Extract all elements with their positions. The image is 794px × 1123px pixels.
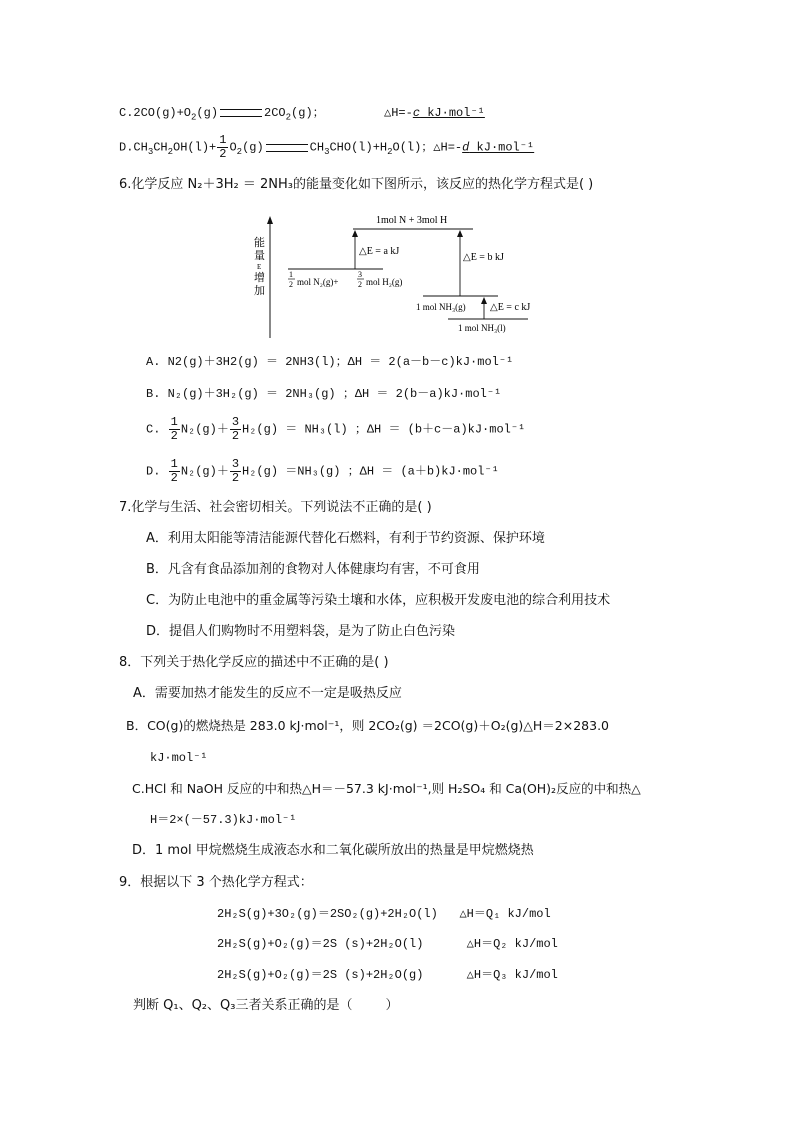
q7-option-c: C．为防止电池中的重金属等污染土壤和水体，应积极开发废电池的综合利用技术 [146, 593, 611, 608]
arrow-a-head-icon [352, 230, 358, 237]
ylabel-2: E [257, 263, 262, 271]
ylabel-4: 加 [254, 285, 265, 297]
reactant-mid: mol N₂(g)+ [297, 277, 339, 287]
q5d-f: CH [309, 140, 325, 155]
q9-eq3: 2H₂S(g)+O₂(g)＝2S (s)+2H₂O(g) △H＝Q₃ kJ/mol [217, 968, 558, 982]
q6-option-b: B. N₂(g)＋3H₂(g) ＝ 2NH₃(g) ；ΔH ＝ 2(b－a)kJ·mol⁻¹ [146, 387, 502, 401]
q8-option-c-line1: C.HCl 和 NaOH 反应的中和热△H＝－57.3 kJ·mol⁻¹,则 H₂SO₄ 和 Ca(OH)₂反应的中和热△ [132, 781, 641, 796]
q5c-text-d: (g)； [291, 106, 325, 120]
nh3l-label: 1 mol NH₃(l) [458, 323, 506, 333]
reactant-num1: 1 [289, 270, 293, 279]
q7-option-a: A．利用太阳能等清洁能源代替化石燃料，有利于节约资源、保护环境 [146, 531, 545, 546]
fraction-one-half: $\frac{1}{2}$ [170, 457, 178, 485]
q5-option-c: $C.2CO(g)+O_2(g)$ $2CO_2(g)$； [119, 106, 325, 123]
q5c-text-b: (g) [196, 106, 219, 120]
q5c-text-a: C.2CO(g)+O [119, 106, 192, 120]
q5c-text-c: 2CO [264, 106, 286, 120]
q9-eq1: 2H₂S(g)+3O₂(g)＝2SO₂(g)+2H₂O(l) △H＝Q₁ kJ/mol [217, 907, 551, 921]
q5d-h: O(l)；△H=- [392, 140, 463, 155]
energy-diagram [248, 210, 568, 340]
ylabel-1: 量 [254, 250, 265, 262]
dEc-label: △E = c kJ [490, 302, 531, 313]
equals-sign [266, 144, 308, 152]
q5d-e: (g) [242, 140, 264, 155]
q8-option-a: A．需要加热才能发生的反应不一定是吸热反应 [133, 686, 402, 701]
fraction-one-half: $\frac{1}{2}$ [219, 133, 227, 161]
q5d-var: d [462, 140, 470, 155]
dEa-label: △E = a kJ [359, 246, 400, 257]
fraction-three-halves: $\frac{3}{2}$ [231, 457, 240, 485]
q6-option-d [146, 458, 499, 485]
dEb-label: △E = b kJ [463, 252, 504, 263]
nh3g-label: 1 mol NH₃(g) [416, 302, 466, 312]
q5d-b: CH [153, 140, 168, 155]
q7-option-b: B．凡含有食品添加剂的食物对人体健康均有害，不可食用 [146, 562, 480, 577]
fraction-one-half: $\frac{1}{2}$ [170, 415, 178, 443]
equals-sign [220, 109, 262, 117]
q8-option-d: D．1 mol 甲烷燃烧生成液态水和二氧化碳所放出的热量是甲烷燃烧热 [132, 843, 534, 858]
q7-stem: 7.化学与生活、社会密切相关。下列说法不正确的是( ) [119, 500, 432, 515]
reactant-den2: 2 [358, 280, 362, 289]
q6d-pre: D. [146, 464, 161, 479]
q5-option-d: $D.CH_3CH_2OH(l)+$ $\frac{1}{2}$ $O_2(g)$ $CH_3CHO(l)+H_2O(l)$；△H=-d kJ·mol⁻¹ [119, 133, 535, 161]
arrow-b-head-icon [457, 230, 463, 237]
reactant-den1: 2 [289, 280, 293, 289]
reactant-num2: 3 [358, 270, 362, 279]
q9-eq2: 2H₂S(g)+O₂(g)＝2S (s)+2H₂O(l) △H＝Q₂ kJ/mol [217, 937, 558, 951]
q5c-unit: kJ·mol⁻¹ [420, 106, 485, 120]
arrow-c-head-icon [481, 297, 487, 304]
q5d-g: CHO(l)+H [329, 140, 388, 155]
q8-option-c-line2: H＝2×(－57.3)kJ·mol⁻¹ [150, 813, 297, 827]
q9-ask: 判断 Q₁、Q₂、Q₃三者关系正确的是（ ） [133, 998, 399, 1013]
ylabel-3: 增 [254, 272, 265, 284]
q6d-post2: H₂(g) ＝NH₃(g) ；ΔH ＝ (a＋b)kJ·mol⁻¹ [242, 464, 499, 479]
top-label: 1mol N + 3mol H [376, 215, 448, 226]
q5c-var: c [412, 106, 421, 120]
q5d-unit: kJ·mol⁻¹ [469, 140, 535, 155]
q7-option-d: D．提倡人们购物时不用塑料袋，是为了防止白色污染 [146, 624, 456, 639]
q6c-pre: C. [146, 422, 161, 437]
q5d-d: O [229, 140, 237, 155]
axis-arrow-icon [267, 216, 273, 224]
q8-option-b-line1: B．CO(g)的燃烧热是 283.0 kJ·mol⁻¹，则 2CO₂(g) ＝2CO(g)＋O₂(g)△H＝2×283.0 [126, 718, 610, 733]
q6d-post: N₂(g)＋ [180, 464, 229, 479]
q8-stem: 8．下列关于热化学反应的描述中不正确的是( ) [119, 655, 389, 670]
ylabel-0: 能 [254, 237, 265, 249]
q5-option-c-enthalpy [384, 103, 485, 123]
q6-option-c [146, 416, 525, 443]
q6-option-a: A. N2(g)＋3H2(g) ＝ 2NH3(l)；ΔH ＝ 2(a－b－c)kJ·mol⁻¹ [146, 355, 514, 369]
q5d-c: OH(l)+ [173, 140, 217, 155]
q5d-a: D.CH [119, 140, 148, 155]
q6c-post2: H₂(g) ＝ NH₃(l) ；ΔH ＝ (b＋c－a)kJ·mol⁻¹ [242, 422, 526, 437]
fraction-three-halves: $\frac{3}{2}$ [231, 415, 240, 443]
q5c-dh: △H=- [384, 106, 413, 120]
q8-option-b-line2: kJ·mol⁻¹ [150, 751, 208, 765]
q6-stem: 6.化学反应 N₂＋3H₂ ＝ 2NH₃的能量变化如下图所示，该反应的热化学方程式是( ) [119, 177, 594, 192]
q9-stem: 9．根据以下 3 个热化学方程式： [119, 875, 313, 890]
reactant-end: mol H₂(g) [366, 277, 403, 287]
q6c-post: N₂(g)＋ [180, 422, 229, 437]
